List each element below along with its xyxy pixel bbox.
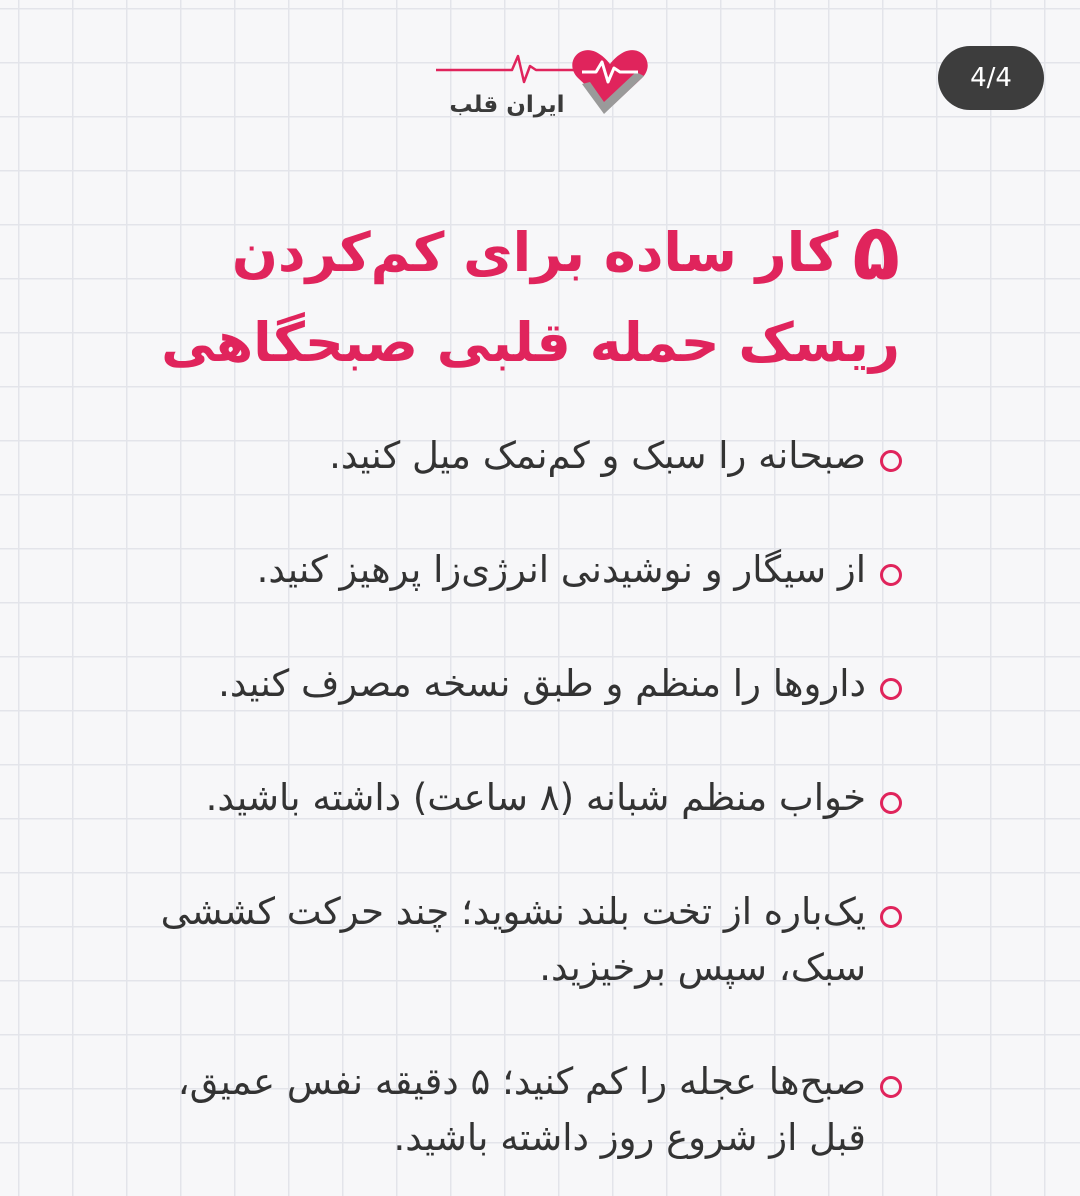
iran-ghalb-logo <box>432 36 652 126</box>
circle-bullet-icon <box>880 450 902 472</box>
headline-line-2 <box>130 298 900 388</box>
headline-text-1: کار ساده برای کم‌کردن <box>231 221 839 284</box>
headline <box>130 208 900 388</box>
circle-bullet-icon <box>880 564 902 586</box>
tip-text: صبح‌ها عجله را کم کنید؛ ۵ دقیقه نفس عمیق، قبل از شروع روز داشته باشید. <box>177 1060 866 1159</box>
page-counter-badge: 4/4 <box>938 46 1044 110</box>
list-item <box>150 428 910 484</box>
list-item <box>150 884 910 996</box>
logo-text: ایران قلب <box>449 92 565 118</box>
headline-line-1 <box>130 208 900 298</box>
list-item <box>150 770 910 826</box>
circle-bullet-icon <box>880 792 902 814</box>
headline-number: ۵ <box>852 208 900 298</box>
circle-bullet-icon <box>880 678 902 700</box>
tip-text: از سیگار و نوشیدنی انرژی‌زا پرهیز کنید. <box>256 548 866 591</box>
list-item <box>150 542 910 598</box>
list-item <box>150 656 910 712</box>
list-item <box>150 1054 910 1166</box>
circle-bullet-icon <box>880 1076 902 1098</box>
tips-list <box>150 428 910 1166</box>
tip-text: خواب منظم شبانه (۸ ساعت) داشته باشید. <box>205 776 866 819</box>
tip-text: صبحانه را سبک و کم‌نمک میل کنید. <box>329 434 866 477</box>
tip-text: یک‌باره از تخت بلند نشوید؛ چند حرکت کششی سبک، سپس برخیزید. <box>160 890 866 989</box>
headline-text-2: ریسک حمله قلبی صبحگاهی <box>161 311 900 374</box>
tip-text: داروها را منظم و طبق نسخه مصرف کنید. <box>218 662 866 705</box>
circle-bullet-icon <box>880 906 902 928</box>
